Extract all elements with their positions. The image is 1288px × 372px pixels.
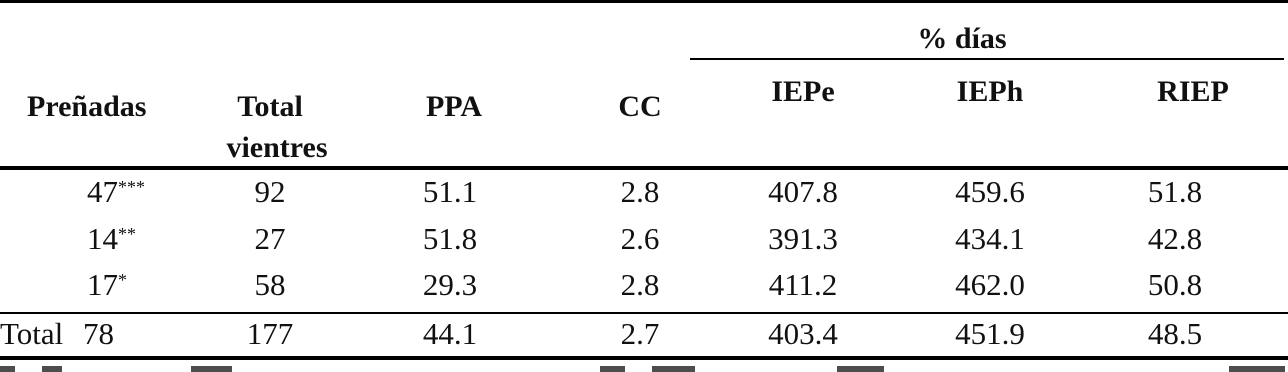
header-total-line1: Total: [237, 90, 303, 123]
group-header-days: % días: [917, 22, 1007, 55]
header-bottom-rule: [0, 166, 1288, 170]
row-3-iepe: 411.2: [768, 267, 838, 302]
row-1-ieph: 459.6: [955, 174, 1025, 209]
row-2-prenadas: [87, 222, 136, 256]
cropped-text-fragment: [837, 366, 884, 372]
cropped-text-fragment: [1229, 366, 1285, 372]
cropped-text-fragment: [191, 366, 232, 372]
row-2-ppa: 51.8: [422, 221, 478, 256]
row-3-ppa: 29.3: [422, 267, 478, 302]
cropped-text-fragment: [0, 366, 15, 372]
row-3-riep: 50.8: [1147, 267, 1203, 302]
total-riep: 48.5: [1147, 316, 1203, 351]
row-1-iepe: 407.8: [768, 174, 838, 209]
header-ieph: IEPh: [956, 75, 1024, 108]
row-2-iepe: 391.3: [768, 221, 838, 256]
row-2-ieph: 434.1: [955, 221, 1025, 256]
row-3-ieph: 462.0: [955, 267, 1025, 302]
row-1-riep: 51.8: [1147, 174, 1203, 209]
row-2-total: 27: [254, 221, 286, 256]
row-2-cc: 2.6: [620, 221, 660, 256]
row-1-ppa: 51.1: [422, 174, 478, 209]
header-prenadas: Preñadas: [27, 90, 147, 123]
total-cc: 2.7: [620, 316, 660, 351]
row-3-prenadas-value: 17: [87, 267, 118, 302]
row-3-significance: *: [118, 270, 127, 290]
total-iepe: 403.4: [768, 316, 838, 351]
row-1-total: 92: [254, 174, 286, 209]
header-riep: RIEP: [1157, 75, 1229, 108]
row-3-cc: 2.8: [620, 267, 660, 302]
row-1-significance: ***: [118, 177, 145, 197]
row-2-riep: 42.8: [1147, 221, 1203, 256]
cropped-text-fragment: [42, 366, 62, 372]
total-ppa: 44.1: [422, 316, 478, 351]
row-2-prenadas-value: 14: [87, 221, 118, 256]
table-bottom-rule: [0, 356, 1288, 360]
row-3-total: 58: [254, 267, 286, 302]
total-ieph: 451.9: [955, 316, 1025, 351]
header-cc: CC: [618, 90, 662, 123]
cropped-text-fragment: [652, 366, 695, 372]
cropped-text-fragment: [600, 366, 625, 372]
row-2-significance: **: [118, 224, 136, 244]
row-3-prenadas: [87, 268, 127, 302]
header-ppa: PPA: [425, 90, 483, 123]
total-label: Total: [0, 316, 64, 351]
header-total-line2: vientres: [226, 131, 328, 164]
row-1-cc: 2.8: [620, 174, 660, 209]
total-total: 177: [246, 316, 294, 351]
total-prenadas: 78: [83, 316, 114, 351]
header-iepe: IEPe: [771, 75, 835, 108]
table-top-rule: [0, 0, 1288, 3]
group-header-rule: [690, 58, 1284, 60]
row-1-prenadas: [87, 175, 145, 209]
row-1-prenadas-value: 47: [87, 174, 118, 209]
total-row-rule: [0, 312, 1288, 314]
